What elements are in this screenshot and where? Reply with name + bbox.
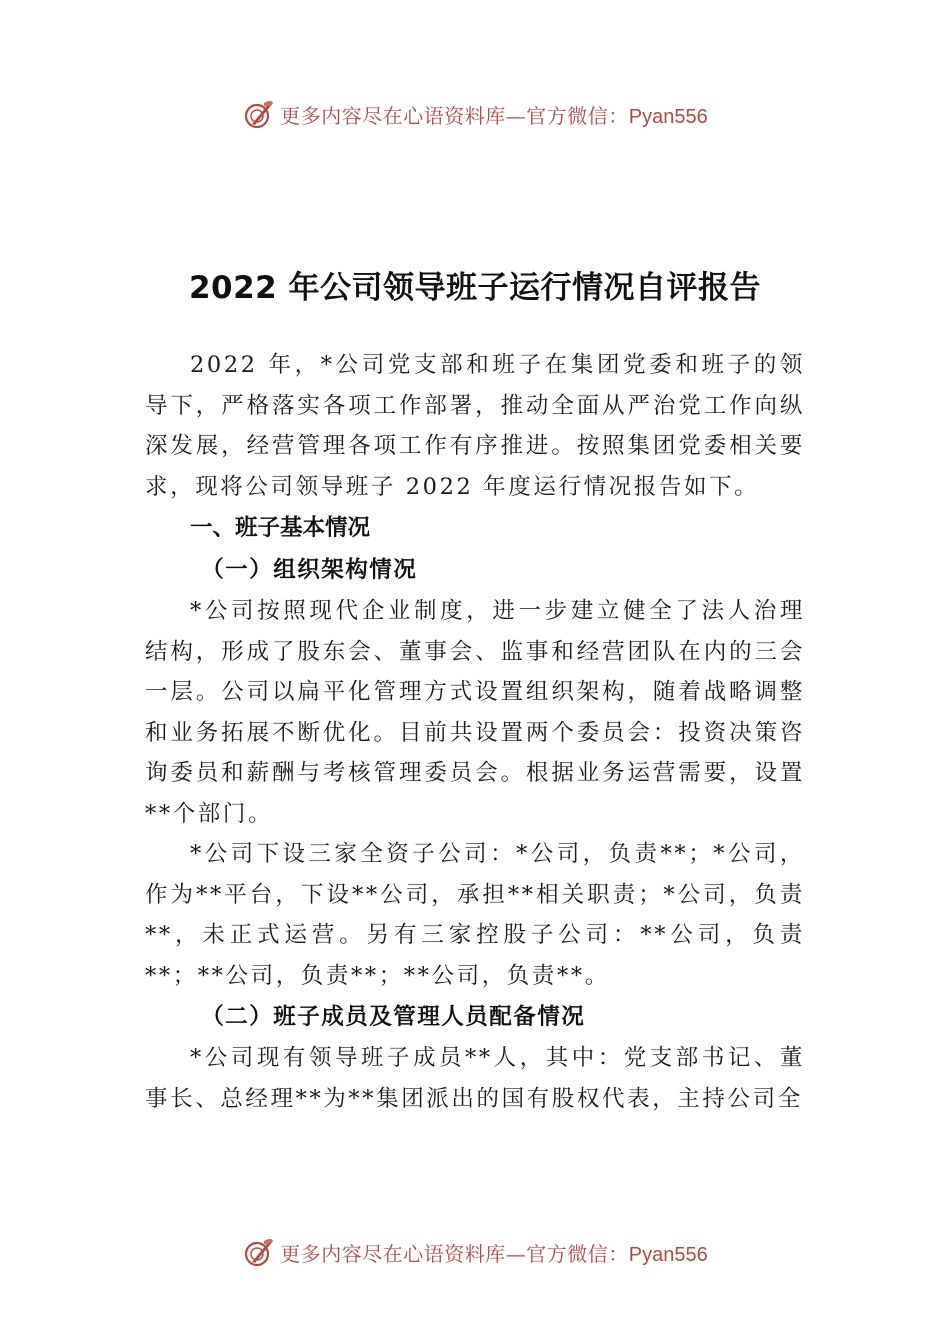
- intro-paragraph: 2022 年，*公司党支部和班子在集团党委和班子的领导下，严格落实各项工作部署，推动全面从严治党工作向纵深发展，经营管理各项工作有序推进。按照集团党委相关要求，现将公司领导班子 2022 年度运行情况报告如下。: [145, 352, 805, 500]
- quill-logo-icon: [242, 1235, 276, 1269]
- quill-logo-icon: [242, 97, 276, 131]
- document-body: [145, 345, 805, 1119]
- subsection-heading: （二）班子成员及管理人员配备情况: [201, 1004, 586, 1030]
- body-paragraph: *公司现有领导班子成员**人，其中：党支部书记、董事长、总经理**为**集团派出的国有股权代表，主持公司全: [145, 1045, 805, 1112]
- document-title: 2022 年公司领导班子运行情况自评报告: [188, 270, 762, 306]
- footer-banner: [0, 1232, 950, 1272]
- wechat-id: Pyan556: [628, 105, 708, 128]
- section-heading: 一、班子基本情况: [190, 515, 371, 541]
- subsection-heading: （一）组织架构情况: [201, 557, 418, 583]
- header-banner: [0, 94, 950, 134]
- banner-text: 更多内容尽在心语资料库—官方微信：Pyan556: [280, 103, 708, 128]
- body-paragraph: *公司按照现代企业制度，进一步建立健全了法人治理结构，形成了股东会、董事会、监事和经营团队在内的三会一层。公司以扁平化管理方式设置组织架构，随着战略调整和业务拓展不断优化。目前共设置两个委员会：投资决策咨询委员和薪酬与考核管理委员会。根据业务运营需要，设置**个部门。: [145, 598, 805, 827]
- banner-text: 更多内容尽在心语资料库—官方微信：Pyan556: [280, 1241, 708, 1266]
- body-paragraph: *公司下设三家全资子公司：*公司，负责**；*公司，作为**平台，下设**公司，承担**相关职责；*公司，负责**，未正式运营。另有三家控股子公司：**公司，负责**；**公司，负责**；**公司，负责**。: [145, 841, 805, 989]
- wechat-id: Pyan556: [628, 1243, 708, 1266]
